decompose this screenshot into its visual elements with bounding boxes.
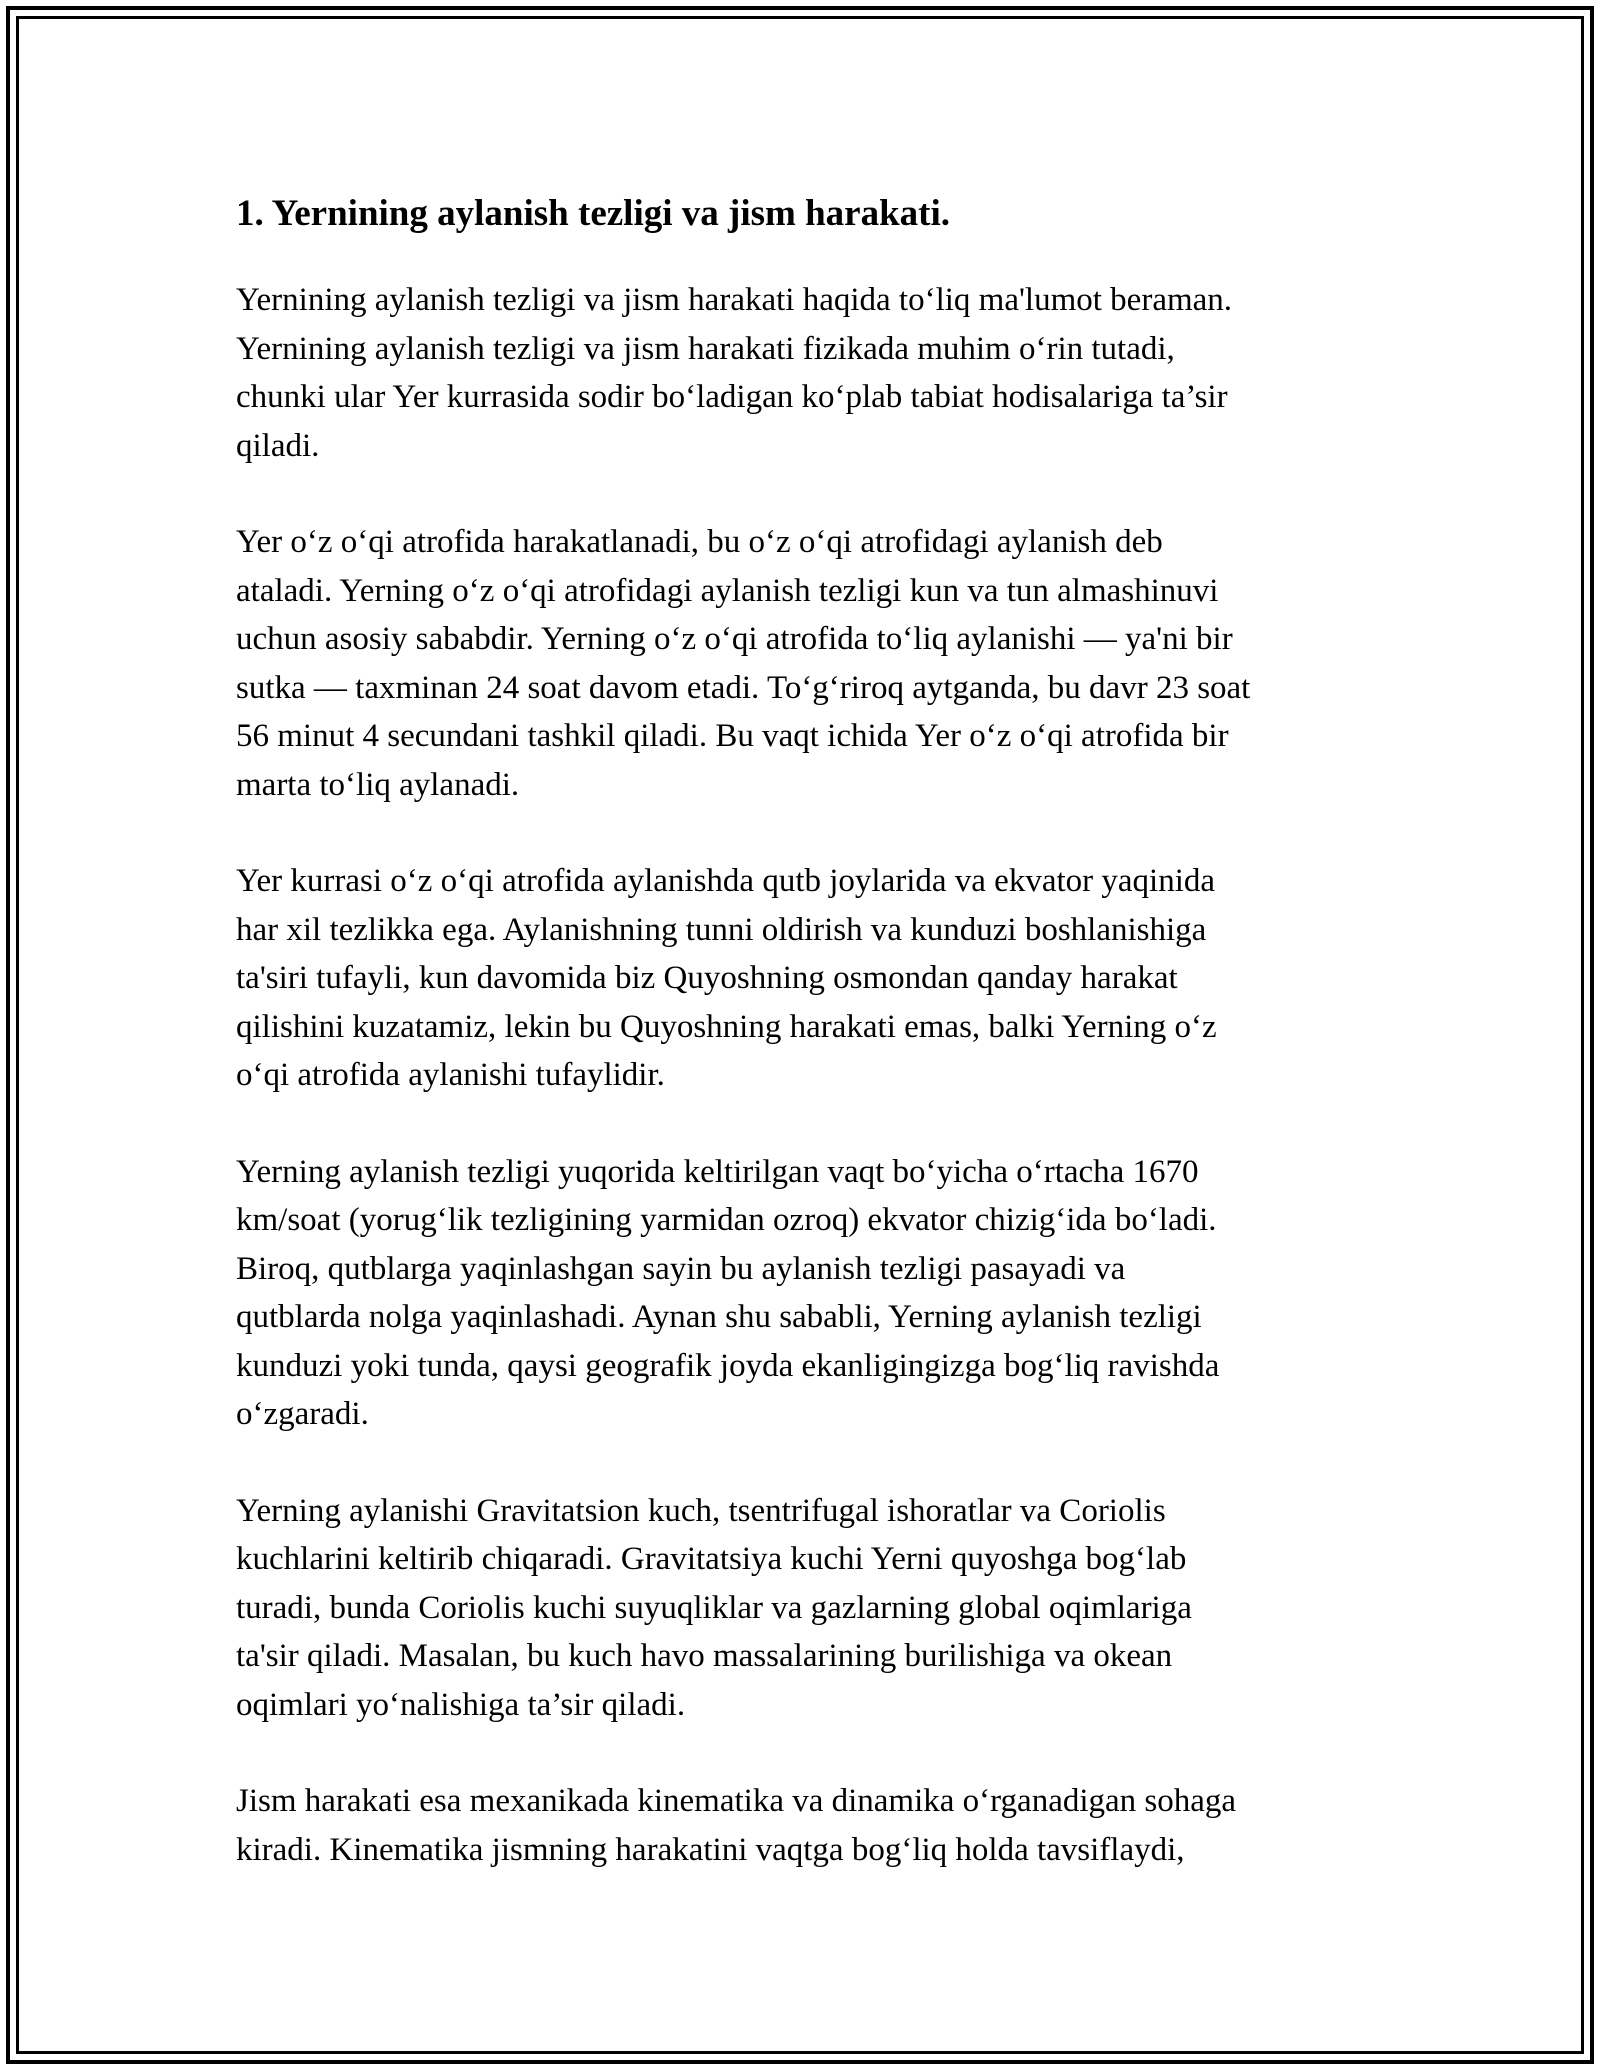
text-line: uchun asosiy sababdir. Yerning o‘z o‘qi atrofida to‘liq aylanishi — ya'ni bir	[236, 621, 1233, 657]
text-line: Jism harakati esa mexanikada kinematika va dinamika o‘rganadigan sohaga	[236, 1783, 1237, 1819]
paragraph-rotation-period	[236, 518, 1386, 809]
text-line: qiladi.	[236, 427, 320, 464]
text-line: turadi, bunda Coriolis kuchi suyuqliklar va gazlarning global oqimlariga	[236, 1589, 1192, 1626]
text-line: Yer o‘z o‘qi atrofida harakatlanadi, bu o‘z o‘qi atrofidagi aylanish deb	[236, 524, 1163, 560]
text-line: Biroq, qutblarga yaqinlashgan sayin bu aylanish tezligi pasayadi va	[236, 1250, 1126, 1287]
text-line: har xil tezlikka ega. Aylanishning tunni oldirish va kunduzi boshlanishiga	[236, 911, 1207, 948]
paragraph-rotation-speed	[236, 1148, 1386, 1439]
text-line: o‘qi atrofida aylanishi tufaylidir.	[236, 1057, 665, 1093]
text-line: oqimlari yo‘nalishiga ta’sir qiladi.	[236, 1686, 686, 1723]
text-line: Yernining aylanish tezligi va jism harakati fizikada muhim o‘rin tutadi,	[236, 330, 1175, 367]
text-line: o‘zgaradi.	[236, 1396, 369, 1432]
paragraph-body-motion	[236, 1777, 1386, 1874]
text-line: 56 minut 4 secundani tashkil qiladi. Bu vaqt ichida Yer o‘z o‘qi atrofida bir	[236, 718, 1229, 754]
paragraph-forces	[236, 1487, 1386, 1730]
text-line: Yer kurrasi o‘z o‘qi atrofida aylanishda qutb joylarida va ekvator yaqinida	[236, 863, 1216, 899]
text-line: ta'siri tufayli, kun davomida biz Quyoshning osmondan qanday harakat	[236, 960, 1178, 996]
text-line: Yernining aylanish tezligi va jism harakati haqida to‘liq ma'lumot beraman.	[236, 282, 1233, 318]
text-line: qilishini kuzatamiz, lekin bu Quyoshning harakati emas, balki Yerning o‘z	[236, 1008, 1217, 1045]
text-line: kiradi. Kinematika jismning harakatini vaqtga bog‘liq holda tavsiflaydi,	[236, 1831, 1185, 1868]
paragraph-intro	[236, 276, 1386, 470]
text-line: kuchlarini keltirib chiqaradi. Gravitatsiya kuchi Yerni quyoshga bog‘lab	[236, 1541, 1187, 1577]
section-title: 1. Yernining aylanish tezligi va jism harakati.	[236, 193, 951, 234]
paragraph-day-night	[236, 857, 1386, 1100]
text-line: km/soat (yorug‘lik tezligining yarmidan ozroq) ekvator chizig‘ida bo‘ladi.	[236, 1202, 1217, 1238]
text-line: marta to‘liq aylanadi.	[236, 766, 520, 803]
text-line: Yerning aylanish tezligi yuqorida keltirilgan vaqt bo‘yicha o‘rtacha 1670	[236, 1153, 1199, 1190]
text-line: qutblarda nolga yaqinlashadi. Aynan shu sababli, Yerning aylanish tezligi	[236, 1299, 1202, 1335]
document-body	[236, 182, 1386, 1922]
text-line: kunduzi yoki tunda, qaysi geografik joyda ekanligingizga bog‘liq ravishda	[236, 1347, 1220, 1384]
text-line: ta'sir qiladi. Masalan, bu kuch havo massalarining burilishiga va okean	[236, 1638, 1173, 1674]
text-line: chunki ular Yer kurrasida sodir bo‘ladigan ko‘plab tabiat hodisalariga ta’sir	[236, 379, 1228, 415]
text-line: Yerning aylanishi Gravitatsion kuch, tsentrifugal ishoratlar va Coriolis	[236, 1492, 1166, 1529]
text-line: sutka — taxminan 24 soat davom etadi. To‘g‘riroq aytganda, bu davr 23 soat	[236, 669, 1251, 706]
text-line: ataladi. Yerning o‘z o‘qi atrofidagi aylanish tezligi kun va tun almashinuvi	[236, 572, 1219, 609]
